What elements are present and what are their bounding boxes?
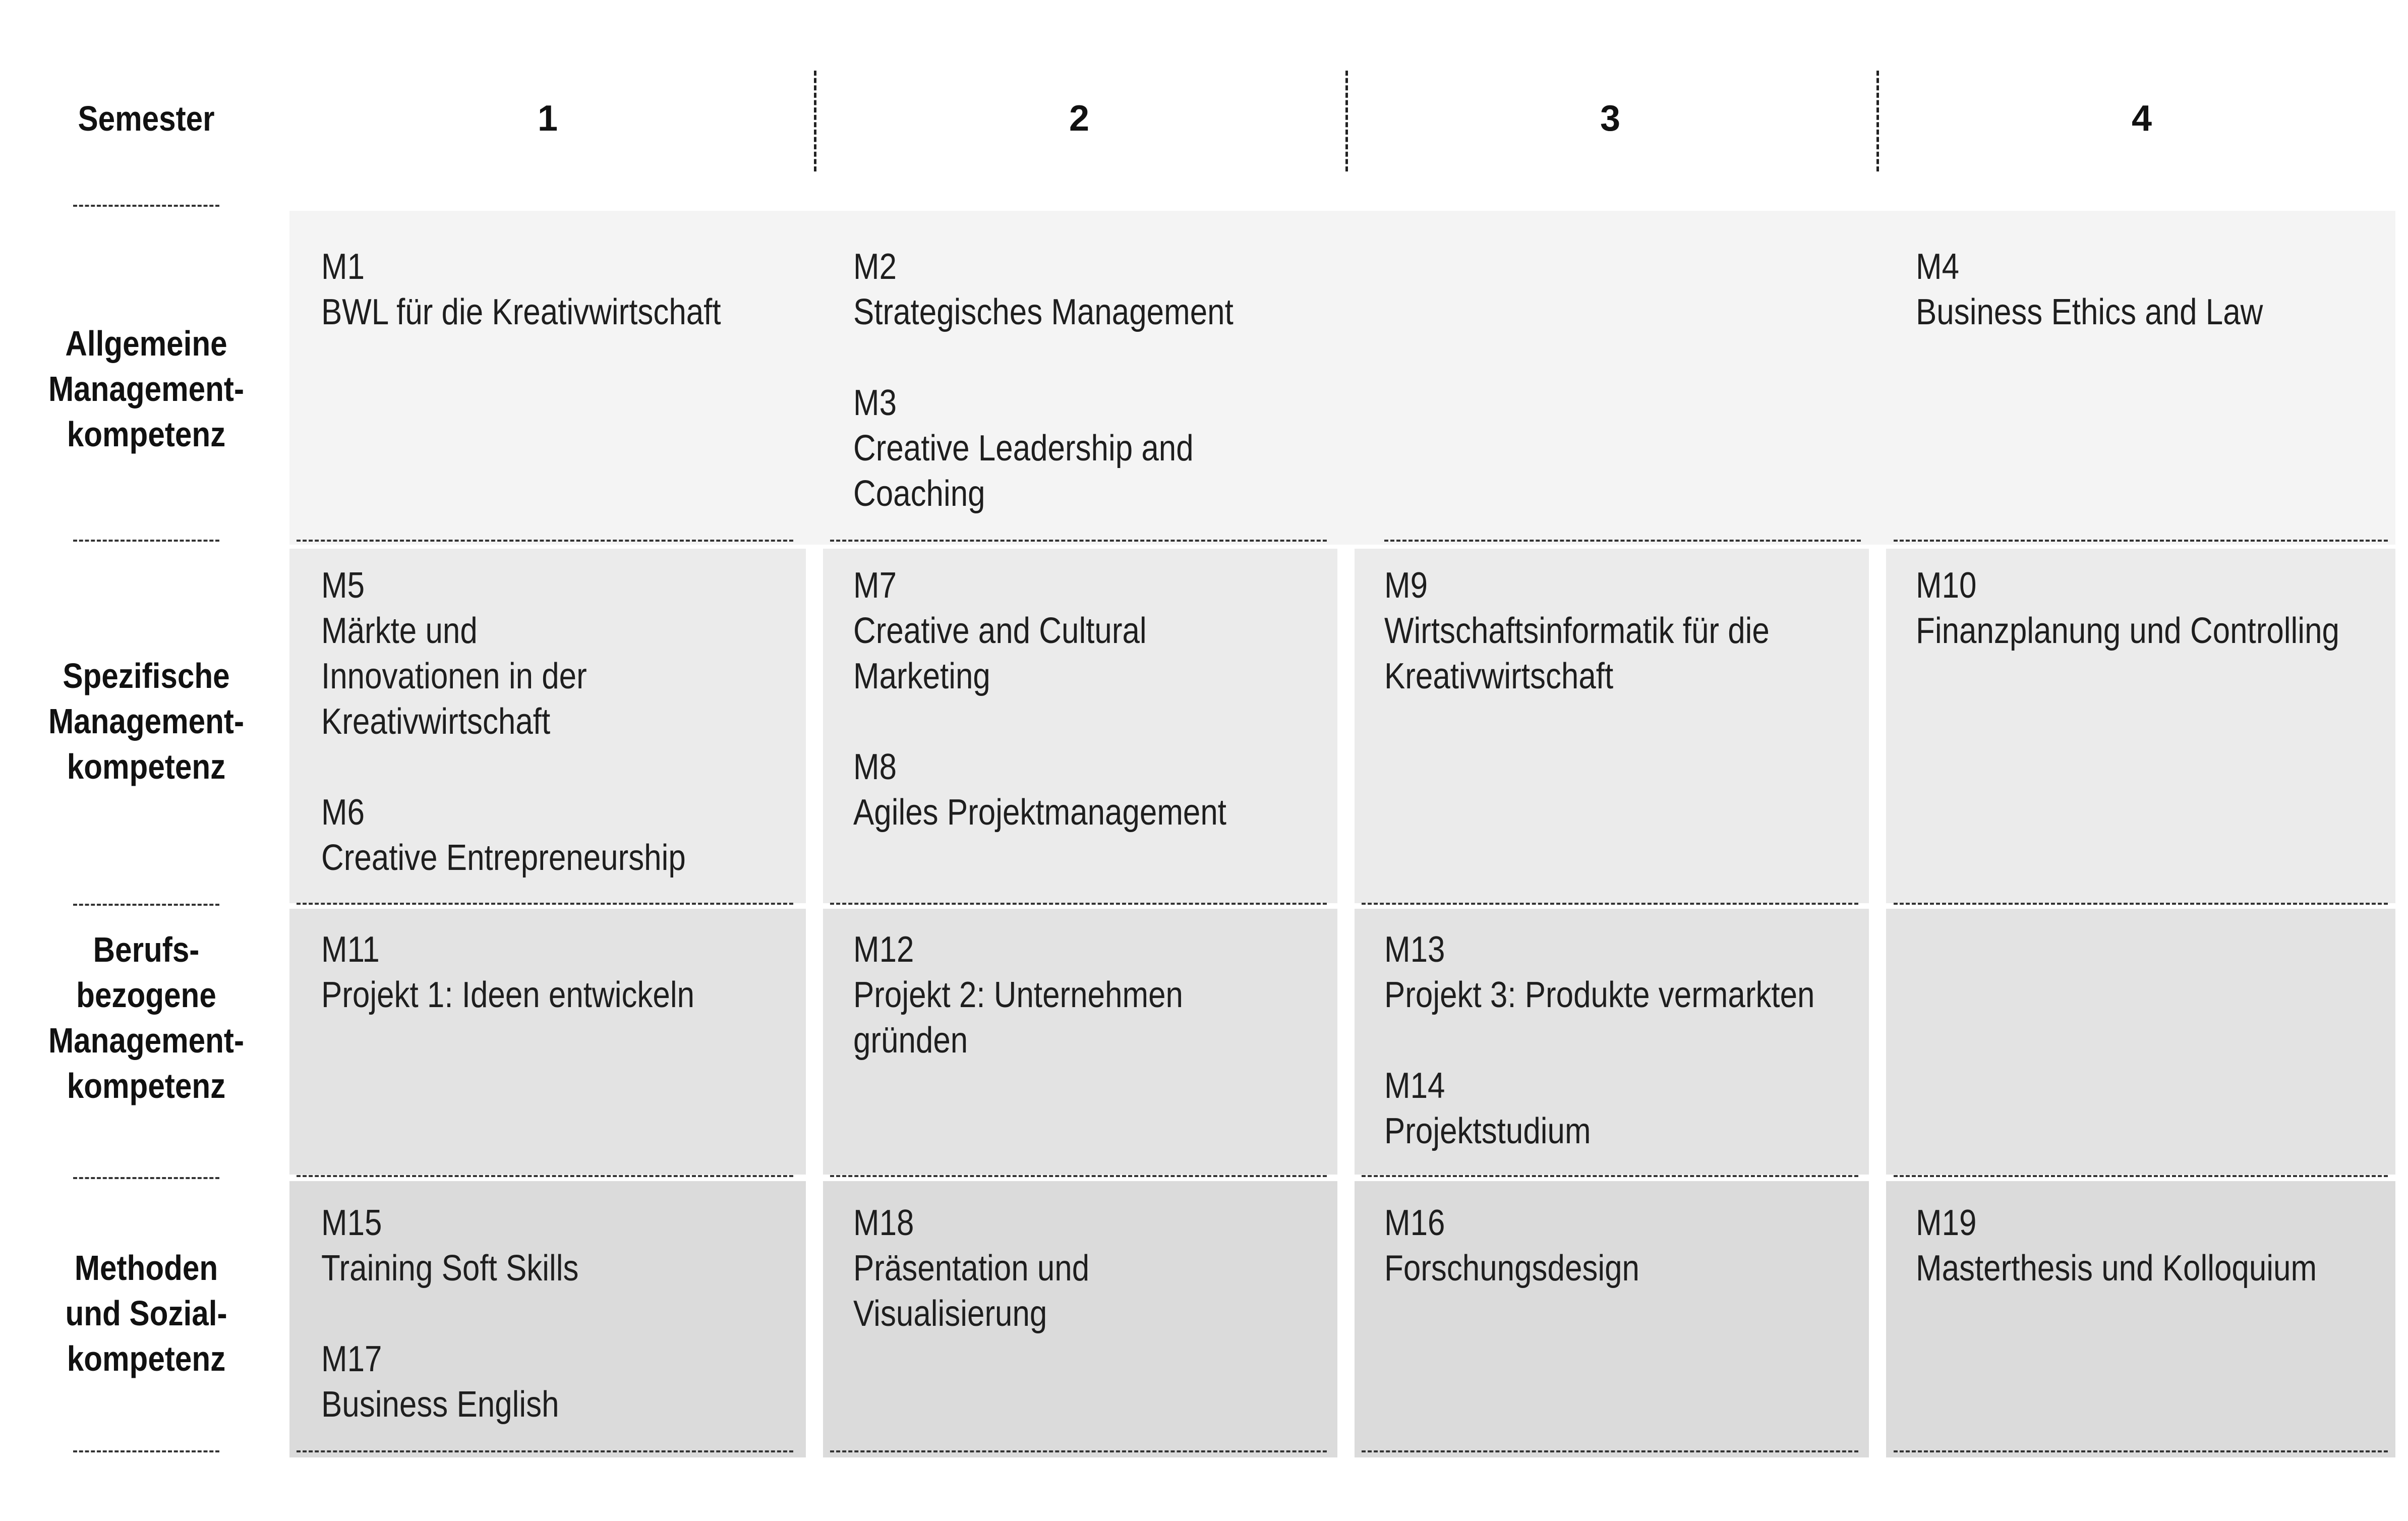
- band-gap: [806, 1181, 823, 1457]
- module-code: M9: [1384, 565, 1428, 606]
- row-separator: [73, 205, 219, 207]
- module-title-line: Wirtschaftsinformatik für die: [1384, 611, 1770, 651]
- module-code: M14: [1384, 1066, 1445, 1106]
- module-m9: [1384, 563, 1818, 699]
- band-gap: [1337, 549, 1355, 903]
- module-title: Projektstudium: [1384, 1111, 1591, 1151]
- band-gap: [806, 549, 823, 903]
- category-line: Management-: [48, 369, 244, 408]
- module-m7: [853, 563, 1287, 699]
- cell-separator: [830, 1450, 1327, 1452]
- cell-spezifische-sem2: [853, 563, 1287, 835]
- column-divider: [1345, 71, 1348, 171]
- module-m4: [1916, 244, 2350, 335]
- band-gap: [806, 909, 823, 1175]
- module-code: M16: [1384, 1203, 1445, 1243]
- category-line: kompetenz: [67, 747, 226, 786]
- module-m8: [853, 744, 1287, 835]
- row-separator: [73, 540, 219, 542]
- module-code: M2: [853, 247, 897, 287]
- module-code: M5: [321, 565, 365, 606]
- cell-spezifische-sem3: [1384, 563, 1818, 699]
- module-title-line: Kreativwirtschaft: [321, 701, 551, 742]
- semester-3-header: 3: [1600, 98, 1621, 139]
- module-code: M7: [853, 565, 897, 606]
- row-separator: [73, 1450, 219, 1452]
- cell-separator: [1894, 540, 2388, 542]
- module-title: BWL für die Kreativwirtschaft: [321, 292, 721, 332]
- cell-separator: [1362, 1175, 1858, 1177]
- module-code: M4: [1916, 247, 1960, 287]
- column-divider: [1876, 71, 1879, 171]
- module-title: Projekt 3: Produkte vermarkten: [1384, 975, 1815, 1015]
- cell-separator: [297, 1175, 793, 1177]
- module-m14: [1384, 1063, 1818, 1154]
- cell-allgemeine-sem2: [853, 244, 1287, 516]
- module-code: M19: [1916, 1203, 1977, 1243]
- module-m13: [1384, 927, 1818, 1018]
- cell-separator: [1894, 903, 2388, 905]
- module-title: Masterthesis und Kolloquium: [1916, 1248, 2317, 1289]
- category-line: kompetenz: [67, 415, 226, 454]
- cell-methoden-sem2: [853, 1200, 1287, 1336]
- module-code: M11: [321, 929, 380, 970]
- category-label-spezifische: [33, 653, 259, 789]
- module-m5: [321, 563, 755, 744]
- band-gap: [1337, 909, 1355, 1175]
- module-code: M3: [853, 383, 897, 423]
- cell-separator: [1362, 1450, 1858, 1452]
- cell-separator: [1894, 1175, 2388, 1177]
- module-title: Forschungsdesign: [1384, 1248, 1639, 1289]
- module-m11: [321, 927, 755, 1018]
- semester-1-header: 1: [537, 98, 558, 139]
- module-code: M12: [853, 929, 914, 970]
- module-m2: [853, 244, 1287, 335]
- band-gap: [1869, 909, 1886, 1175]
- module-code: M8: [853, 747, 897, 787]
- category-line: und Sozial-: [65, 1294, 227, 1333]
- category-line: Spezifische: [63, 656, 230, 695]
- band-gap: [1337, 1181, 1355, 1457]
- module-title: Training Soft Skills: [321, 1248, 579, 1289]
- category-line: bezogene: [76, 975, 216, 1015]
- module-title: Creative Leadership and Coaching: [853, 428, 1194, 514]
- module-m15: [321, 1200, 755, 1291]
- cell-separator: [297, 903, 793, 905]
- cell-methoden-sem4: [1916, 1200, 2350, 1291]
- cell-berufsbezogene-sem2: [853, 927, 1287, 1063]
- cell-spezifische-sem1: [321, 563, 755, 881]
- module-code: M10: [1916, 565, 1977, 606]
- cell-separator: [1362, 903, 1858, 905]
- cell-allgemeine-sem1: [321, 244, 755, 335]
- cell-separator: [1894, 1450, 2388, 1452]
- module-title: Strategisches Management: [853, 292, 1234, 332]
- cell-separator: [830, 903, 1327, 905]
- module-code: M1: [321, 247, 365, 287]
- module-title: Creative Entrepreneurship: [321, 838, 686, 878]
- cell-berufsbezogene-sem1: [321, 927, 755, 1018]
- category-line: Methoden: [74, 1248, 218, 1288]
- module-m3: [853, 380, 1287, 516]
- module-code: M18: [853, 1203, 914, 1243]
- module-code: M6: [321, 792, 365, 833]
- module-m12: [853, 927, 1287, 1063]
- module-code: M13: [1384, 929, 1445, 970]
- module-title: Agiles Projektmanagement: [853, 792, 1226, 833]
- module-title: Projekt 2: Unternehmen gründen: [853, 975, 1183, 1061]
- module-m1: [321, 244, 755, 335]
- cell-separator: [830, 1175, 1327, 1177]
- category-line: kompetenz: [67, 1339, 226, 1378]
- module-m6: [321, 790, 755, 881]
- cell-spezifische-sem4: [1916, 563, 2350, 654]
- module-m17: [321, 1336, 755, 1427]
- cell-berufsbezogene-sem3: [1384, 927, 1818, 1154]
- category-line: Management-: [48, 1021, 244, 1060]
- module-title-line: Kreativwirtschaft: [1384, 656, 1614, 696]
- cell-methoden-sem1: [321, 1200, 755, 1427]
- module-title-line: Märkte und: [321, 611, 478, 651]
- category-line: kompetenz: [67, 1066, 226, 1105]
- module-m18: [853, 1200, 1287, 1336]
- module-m10: [1916, 563, 2350, 654]
- band-gap: [1869, 549, 1886, 903]
- band-gap: [1869, 1181, 1886, 1457]
- cell-separator: [297, 540, 793, 542]
- semester-2-header: 2: [1069, 98, 1090, 139]
- cell-separator: [1384, 540, 1861, 542]
- semester-4-header: 4: [2131, 98, 2152, 139]
- module-title: Creative and Cultural Marketing: [853, 611, 1147, 696]
- cell-allgemeine-sem4: [1916, 244, 2350, 335]
- category-line: Management-: [48, 701, 244, 741]
- module-code: M15: [321, 1203, 382, 1243]
- cell-separator: [297, 1450, 793, 1452]
- category-label-methoden: [33, 1245, 259, 1381]
- category-line: Allgemeine: [65, 324, 227, 363]
- module-title: Präsentation und Visualisierung: [853, 1248, 1090, 1334]
- column-divider: [814, 71, 816, 171]
- cell-separator: [830, 540, 1327, 542]
- module-title: Business Ethics and Law: [1916, 292, 2263, 332]
- row-separator: [73, 1177, 219, 1179]
- category-label-berufsbezogene: [33, 927, 259, 1108]
- module-m16: [1384, 1200, 1818, 1291]
- module-title: Business English: [321, 1384, 559, 1425]
- module-title: Finanzplanung und Controlling: [1916, 611, 2339, 651]
- cell-methoden-sem3: [1384, 1200, 1818, 1291]
- module-title: Projekt 1: Ideen entwickeln: [321, 975, 695, 1015]
- category-label-allgemeine: [33, 321, 259, 457]
- category-line: Berufs-: [93, 930, 200, 969]
- module-m19: [1916, 1200, 2350, 1291]
- module-code: M17: [321, 1339, 382, 1379]
- row-separator: [73, 904, 219, 906]
- semester-header-label: Semester: [78, 99, 215, 138]
- module-title-line: Innovationen in der: [321, 656, 587, 696]
